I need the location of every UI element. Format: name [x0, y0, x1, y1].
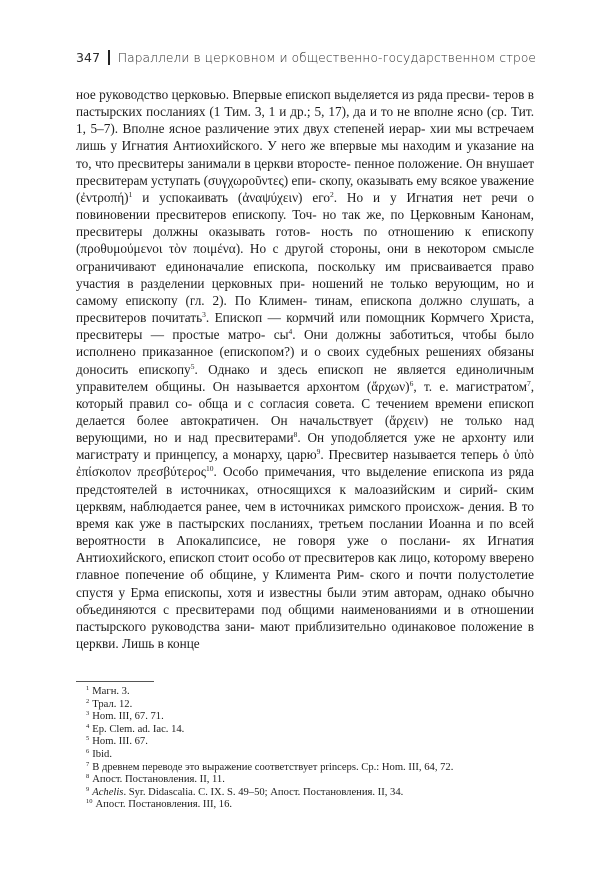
page-number: 347: [76, 50, 101, 65]
running-header: [76, 50, 536, 65]
footnote-text: Ep. Clem. ad. Iac. 14.: [92, 723, 185, 735]
text-line: , т. е. магистратом: [413, 378, 527, 394]
text-line: обща и с согласия совета. С течением времени епископ делается более: [76, 395, 534, 428]
running-title: Параллели в церковном и общественно-государственном строе: [117, 50, 536, 65]
text-line: автократичен. Он начальствует (ἄρχειν) не только над верующими, но: [76, 412, 534, 446]
text-line: . Особо примечания, что выделение епископа из: [213, 464, 503, 480]
footnote: [86, 749, 526, 762]
text-line: и принцепсу, а монарху, царю: [143, 447, 317, 463]
text-line: кормчий или помощник Кормчего Христа, пресвитеры — простые матро-: [76, 310, 535, 343]
footnote-text: В древнем переводе это выражение соответствует princeps. Ср.: Hom. III, 64, 72.: [92, 761, 454, 773]
footnote-ref: 4: [288, 327, 293, 337]
footnote: [86, 787, 526, 800]
footnote: [86, 724, 526, 737]
text-line: . Епископ —: [205, 310, 281, 326]
footnote-number: 9: [86, 785, 90, 793]
footnote-text: Магн. 3.: [92, 686, 130, 697]
footnote-ref: 3: [202, 310, 206, 320]
text-line: ским церквям, наблюдается ранее, чем в источниках римского происхож-: [76, 481, 535, 514]
text-line: дения. В то время как уже в пастырских посланиях, третьем послании: [76, 498, 534, 531]
footnote-ref: 6: [409, 378, 414, 388]
text-line: общими наименованиями и в отношении пастырского руководства зани-: [76, 601, 535, 634]
text-line: ях Игнатия Антиохийского, епископ стоит особо от пресвитеров как: [76, 533, 534, 566]
footnote-number: 8: [86, 773, 90, 781]
text-line: ность по отношению к епископу (προθυμούμενοι τὸν ποιμένα). Но с другой: [76, 224, 534, 257]
text-line: ἐπίσκοπον πρεσβύτερος: [76, 464, 207, 480]
footnote-number: 2: [86, 697, 90, 705]
text-line: . Пресвитер называется теперь ὁ ὑπὸ: [320, 447, 534, 463]
footnote-number: 1: [86, 685, 90, 692]
text-line: ное руководство церковью. Впервые епископ выделяется из ряда пресви-: [76, 87, 490, 102]
text-line: ясно (ср. Тит. 1, 5–7). Вполне ясное различение этих двух степеней иерар-: [76, 104, 535, 137]
text-line: хии мы встречаем лишь у Игнатия Антиохийского. У него же впервые мы: [76, 121, 535, 154]
text-line: Он называется архонтом (ἄρχων): [212, 378, 410, 394]
footnote-separator: [76, 681, 154, 682]
footnote-ref: 9: [316, 447, 321, 457]
text-line: пенное положение. Он внушает пресвитерам уступать (συγχωροῦντες) епи-: [76, 155, 535, 188]
text-line: были этим авторам, однако обычно объединяются с пресвитерами под: [76, 584, 535, 617]
footnote-number: 3: [86, 710, 90, 718]
body-paragraph: [76, 86, 534, 652]
footnote: [86, 762, 526, 775]
footnotes: [86, 686, 526, 812]
footnote-text: . Syr. Didascalia. C. IX. S. 49–50; Апост. Постановления. II, 34.: [123, 786, 404, 798]
text-line: . Он уподобляется уже не архонту или магистрату: [76, 430, 534, 463]
footnote-ref: 1: [128, 189, 133, 199]
text-line: и над пресвитерами: [174, 430, 294, 446]
footnote-number: 7: [86, 760, 90, 768]
text-line: тинам, епископа должно слушать, а пресвитеров почитать: [76, 292, 534, 326]
text-line: и успокаивать (ἀναψύχειν): [132, 189, 303, 205]
footnote-text: Трал. 12.: [92, 698, 133, 710]
footnote-number: 6: [86, 747, 90, 755]
footnote: [86, 799, 526, 812]
text-line: (епископом?) и о своих судебных решениях обязаны доносить епископу: [76, 344, 535, 377]
text-line: . Они должны заботиться, чтобы было исполнено приказанное: [76, 327, 534, 360]
text-line: его: [312, 189, 330, 205]
footnote-text: Апост. Постановления. II, 11.: [92, 774, 225, 786]
text-line: мают приблизительно одинаковое положение в церкви. Лишь в конце: [76, 618, 534, 651]
text-line: теров в пастырских посланиях (1 Тим. 3, 1 и др.; 5, 17), да и то не вполне: [76, 87, 535, 120]
header-divider: [108, 50, 110, 65]
text-line: Иоанна и по всей вероятности в Апокалипсисе, не говоря уже о послани-: [76, 515, 535, 549]
footnote-number: 4: [86, 722, 90, 730]
footnote-number: 10: [86, 798, 93, 806]
footnote-text: Hom. III. 67.: [92, 736, 148, 748]
text-line: сы: [273, 327, 289, 343]
footnote: [86, 699, 526, 712]
footnote-ref: 5: [190, 361, 195, 371]
text-line: Однако и здесь епископ не является единоличным управителем общины.: [76, 361, 535, 394]
footnote: [86, 711, 526, 724]
footnote-ref: 2: [329, 189, 334, 199]
text-line: , который правил со-: [76, 378, 535, 411]
text-line: ского и почти полустолетие спустя у Ерма епископы, хотя и известны: [76, 567, 534, 600]
footnote-text: Hom. III, 67. 71.: [92, 711, 164, 723]
footnote-ref: 7: [526, 378, 531, 388]
footnote-text: Ibid.: [92, 748, 112, 760]
footnote-author: Achelis: [92, 786, 124, 798]
text-line: . Но и у Игнатия нет речи о повиновении пресвитеров епископу. Точ-: [76, 189, 534, 223]
footnote-number: 5: [86, 735, 90, 743]
text-line: но так же, по Церковным Канонам, пресвитеры должны оказывать готов-: [76, 207, 534, 240]
footnote-ref: 10: [206, 464, 214, 474]
text-line: ряда предстоятелей в источниках, относящихся к малоазийским и сирий-: [76, 464, 534, 497]
footnote: [86, 774, 526, 787]
text-line: скопу, оказывать ему всякое уважение (ἐντροπή): [76, 172, 535, 205]
footnote-text: Апост. Постановления. III, 16.: [95, 799, 233, 811]
text-line: находим и указание на то, что пресвитеры занимали в церкви второсте-: [76, 138, 534, 171]
text-line: .: [194, 361, 198, 377]
text-line: стороны, они в некотором смысле ограничивают единоначалие епископа,: [76, 241, 535, 274]
text-line: ношений не только верующим, но и самому епископу (гл. 2). По Климен-: [76, 275, 534, 308]
text-line: поскольку им присваивается право участия в разделении церковных при-: [76, 258, 534, 291]
footnote: [86, 686, 526, 699]
footnote-ref: 8: [293, 430, 298, 440]
footnote: [86, 736, 526, 749]
text-line: лицо, которому вверено главное попечение об общине, у Климента Рим-: [76, 550, 535, 583]
main-text: [76, 86, 534, 652]
